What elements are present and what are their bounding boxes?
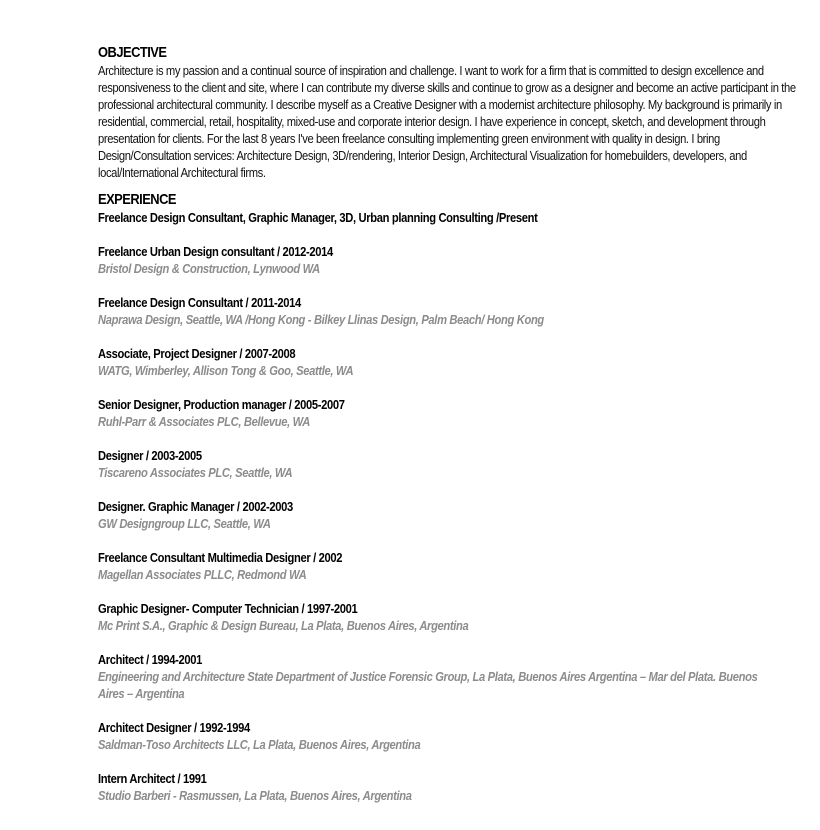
job-title: Freelance Consultant Multimedia Designer / 2002 [98, 550, 343, 565]
job-title: Freelance Design Consultant / 2011-2014 [98, 295, 301, 310]
job-entry [98, 345, 814, 379]
job-entry [98, 243, 814, 277]
job-company: Tiscareno Associates PLC, Seattle, WA [98, 465, 293, 480]
job-title: Designer. Graphic Manager / 2002-2003 [98, 499, 293, 514]
job-title: Graphic Designer- Computer Technician / 1997-2001 [98, 601, 358, 616]
job-company: Magellan Associates PLLC, Redmond WA [98, 567, 307, 582]
job-title: Architect / 1994-2001 [98, 652, 203, 667]
job-company: WATG, Wimberley, Allison Tong & Goo, Seattle, WA [98, 363, 354, 378]
job-entry [98, 770, 814, 804]
job-company: Studio Barberi - Rasmussen, La Plata, Buenos Aires, Argentina [98, 788, 412, 803]
objective-heading: OBJECTIVE [98, 44, 167, 61]
job-title: Intern Architect / 1991 [98, 771, 207, 786]
job-entry [98, 447, 814, 481]
job-entry [98, 719, 814, 753]
job-entry [98, 600, 814, 634]
resume-page [98, 44, 814, 804]
job-title: Designer / 2003-2005 [98, 448, 202, 463]
job-company: Mc Print S.A., Graphic & Design Bureau, La Plata, Buenos Aires, Argentina [98, 618, 469, 633]
objective-text: Architecture is my passion and a continual source of inspiration and challenge. I want to work for a firm that is committed to design excellence and responsiveness to the client and site, where I can contribute my diverse skills and continue to grow as a designer and become an active participant in the professional architectural community. I describe myself as a Creative Designer with a modernist architecture philosophy. My background is primarily in residential, commercial, retail, hospitality, mixed-use and corporate interior design. I have experience in concept, sketch, and development through presentation for clients. For the last 8 years I've been freelance consulting implementing green environment with quality in design. I bring Design/Consultation services: Architecture Design, 3D/rendering, Interior Design, Architectural Visualization for homebuilders, developers, and local/International Architectural firms. [98, 63, 796, 180]
experience-heading: EXPERIENCE [98, 191, 177, 208]
job-company: Ruhl-Parr & Associates PLC, Bellevue, WA [98, 414, 310, 429]
job-company: Saldman-Toso Architects LLC, La Plata, Buenos Aires, Argentina [98, 737, 421, 752]
job-company: Naprawa Design, Seattle, WA /Hong Kong - Bilkey Llinas Design, Palm Beach/ Hong Kong [98, 312, 544, 327]
job-company: GW Designgroup LLC, Seattle, WA [98, 516, 271, 531]
job-entry [98, 651, 814, 702]
job-company: Engineering and Architecture State Department of Justice Forensic Group, La Plata, Buenos Aires Argentina – Mar del Plata. Buenos Aires – Argentina [98, 669, 758, 701]
job-company: Bristol Design & Construction, Lynwood WA [98, 261, 320, 276]
objective-section [98, 44, 814, 181]
job-title: Freelance Urban Design consultant / 2012-2014 [98, 244, 333, 259]
job-title: Associate, Project Designer / 2007-2008 [98, 346, 296, 361]
experience-summary: Freelance Design Consultant, Graphic Manager, 3D, Urban planning Consulting /Present [98, 210, 538, 225]
experience-section [98, 191, 814, 804]
job-title: Architect Designer / 1992-1994 [98, 720, 250, 735]
job-title: Senior Designer, Production manager / 2005-2007 [98, 397, 345, 412]
job-entry [98, 498, 814, 532]
job-entry [98, 549, 814, 583]
job-entry [98, 396, 814, 430]
job-entry [98, 294, 814, 328]
